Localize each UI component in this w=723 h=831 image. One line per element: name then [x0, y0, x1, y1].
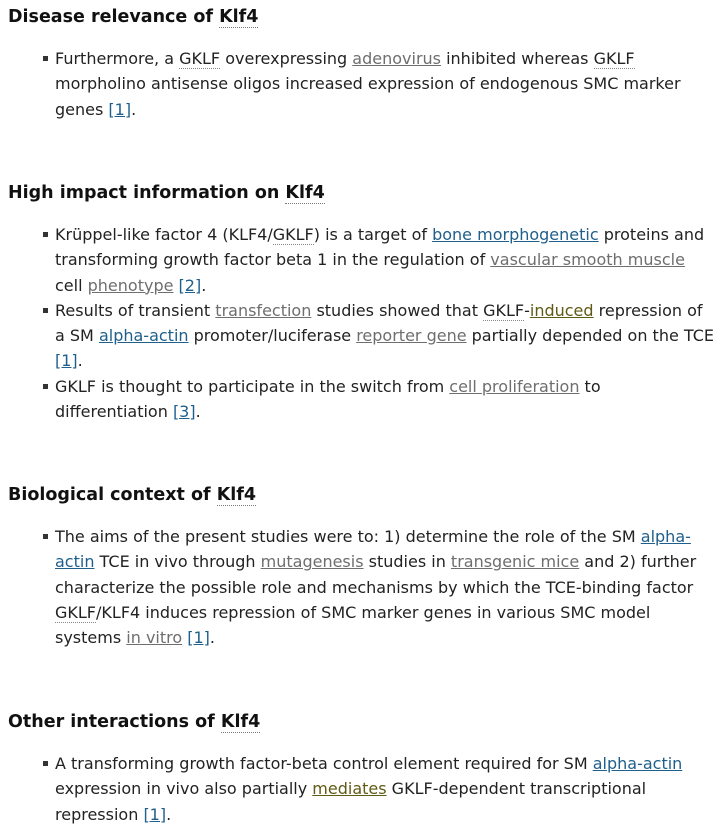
body-text: The aims of the present studies were to: 1) determine the role of the SM	[55, 527, 641, 546]
section-heading	[8, 709, 717, 735]
term-link[interactable]: transfection	[215, 300, 312, 320]
list-item	[8, 374, 717, 425]
body-text: /KLF4 induces repression of SMC marker genes in various SMC model systems	[55, 602, 651, 648]
term-link[interactable]: reporter gene	[356, 326, 467, 346]
body-text: proteins and transforming growth factor beta 1 in the regulation of	[55, 225, 705, 270]
body-text: Krüppel-like factor 4 (KLF4/	[55, 225, 273, 244]
bullet-icon	[43, 308, 48, 313]
body-text: .	[131, 99, 137, 119]
list-item	[8, 751, 717, 827]
gene-link[interactable]: Klf4	[219, 7, 259, 27]
section-biological-context	[8, 482, 717, 650]
bullet-icon	[43, 761, 48, 766]
term-link[interactable]: cell proliferation	[449, 376, 580, 396]
term-link[interactable]: induced	[529, 300, 594, 320]
gene-link[interactable]: Klf4	[220, 712, 261, 732]
term-link[interactable]: bone morphogenetic	[432, 225, 599, 244]
list-item	[8, 46, 717, 122]
list-item	[8, 222, 717, 298]
body-text: expression in vivo also partially	[55, 779, 313, 799]
section-heading	[8, 4, 717, 30]
body-text: GKLF-dependent transcriptional repression	[55, 779, 647, 824]
reference-link[interactable]: [2]	[178, 275, 202, 295]
body-text: to differentiation	[55, 376, 601, 422]
body-text: overexpressing	[220, 49, 353, 68]
body-text: studies in	[363, 552, 451, 572]
section-disease-relevance	[8, 4, 717, 122]
reference-link[interactable]: [1]	[143, 804, 167, 824]
section-high-impact	[8, 180, 717, 424]
body-text: repression of a SM	[55, 300, 703, 346]
body-text: Furthermore, a	[55, 49, 180, 68]
bullet-icon	[43, 232, 48, 237]
term-link[interactable]: phenotype	[87, 275, 174, 295]
body-text: cell	[55, 275, 88, 295]
reference-link[interactable]: [1]	[55, 351, 78, 371]
list-item	[8, 524, 717, 650]
section-other-interactions	[8, 709, 717, 827]
body-text: .	[209, 628, 215, 648]
gene-mention[interactable]: GKLF	[179, 49, 221, 68]
term-link[interactable]: adenovirus	[352, 49, 441, 68]
term-link[interactable]: mutagenesis	[260, 552, 364, 572]
heading-prefix: Biological context of	[8, 485, 217, 505]
gene-mention[interactable]: GKLF	[483, 300, 525, 320]
body-text: TCE in vivo through	[94, 552, 261, 572]
term-link[interactable]: transgenic mice	[450, 552, 580, 572]
bullet-icon	[43, 534, 48, 539]
body-text: promoter/luciferase	[188, 326, 357, 346]
gene-mention[interactable]: GKLF	[593, 49, 635, 68]
term-link[interactable]: alpha-actin	[592, 754, 683, 773]
section-heading	[8, 482, 717, 508]
body-text: ) is a target of	[313, 225, 433, 244]
term-link[interactable]: alpha-actin	[55, 527, 691, 572]
gene-link[interactable]: Klf4	[285, 183, 325, 203]
body-text: partially depended on the TCE	[466, 326, 715, 346]
body-text: .	[77, 351, 83, 371]
bullet-list	[8, 524, 717, 650]
reference-link[interactable]: [1]	[108, 99, 132, 119]
bullet-list	[8, 751, 717, 827]
body-text: .	[195, 402, 201, 422]
bullet-list	[8, 46, 717, 122]
section-heading	[8, 180, 717, 206]
bullet-icon	[43, 56, 48, 61]
body-text: -	[524, 300, 530, 320]
heading-prefix: High impact information on	[8, 183, 286, 203]
body-text: GKLF is thought to participate in the switch from	[55, 376, 450, 396]
body-text: morpholino antisense oligos increased expression of endogenous SMC marker genes	[55, 74, 681, 119]
bullet-icon	[43, 384, 48, 389]
reference-link[interactable]: [1]	[187, 628, 210, 648]
body-text: .	[166, 804, 172, 824]
reference-link[interactable]: [3]	[172, 402, 196, 422]
body-text: and 2) further characterize the possible role and mechanisms by which the TCE-binding factor	[55, 552, 697, 597]
list-item	[8, 298, 717, 374]
heading-prefix: Disease relevance of	[8, 7, 220, 27]
body-text: studies showed that	[311, 300, 484, 320]
gene-mention[interactable]: GKLF	[55, 602, 97, 622]
term-link[interactable]: mediates	[312, 779, 387, 799]
term-link[interactable]: in vitro	[126, 628, 183, 648]
gene-link[interactable]: Klf4	[216, 485, 257, 505]
term-link[interactable]: vascular smooth muscle	[490, 250, 685, 270]
term-link[interactable]: alpha-actin	[98, 326, 189, 346]
body-text: Results of transient	[55, 300, 216, 320]
body-text: .	[201, 275, 207, 295]
heading-prefix: Other interactions of	[8, 712, 221, 732]
gene-mention[interactable]: GKLF	[272, 225, 314, 244]
body-text: A transforming growth factor-beta control element required for SM	[55, 754, 593, 773]
bullet-list	[8, 222, 717, 424]
body-text: inhibited whereas	[441, 49, 594, 68]
